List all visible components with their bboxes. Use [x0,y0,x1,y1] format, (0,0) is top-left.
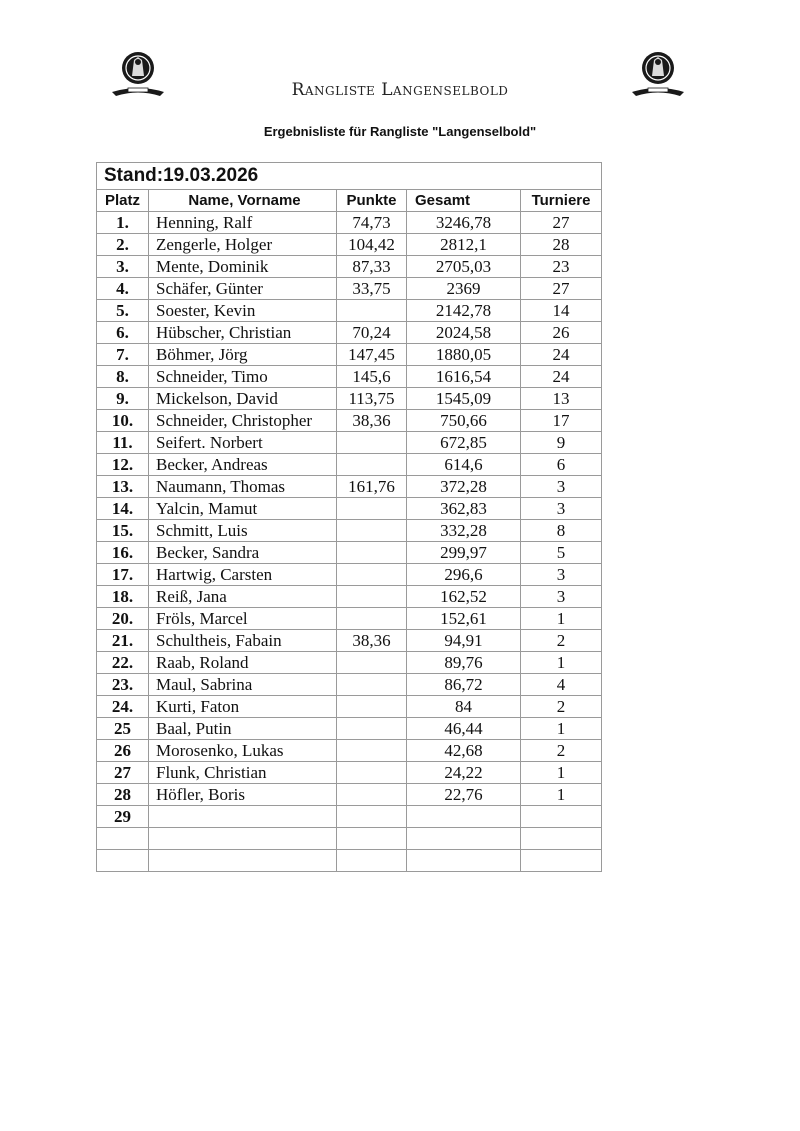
cell-turniere [521,828,602,850]
cell-name: Zengerle, Holger [149,234,337,256]
cell-gesamt: 46,44 [407,718,521,740]
cell-punkte [337,696,407,718]
table-row [97,784,602,806]
cell-platz: 17. [97,564,149,586]
cell-platz: 3. [97,256,149,278]
table-row [97,718,602,740]
cell-name: Raab, Roland [149,652,337,674]
cell-name: Schultheis, Fabain [149,630,337,652]
cell-gesamt [407,828,521,850]
col-header-name: Name, Vorname [149,190,337,212]
cell-platz: 4. [97,278,149,300]
cell-platz: 18. [97,586,149,608]
cell-gesamt: 672,85 [407,432,521,454]
cell-name [149,828,337,850]
cell-turniere: 24 [521,344,602,366]
page-title: Rangliste Langenselbold [291,80,509,100]
table-row [97,498,602,520]
cell-turniere: 27 [521,212,602,234]
cell-gesamt: 86,72 [407,674,521,696]
cell-punkte: 147,45 [337,344,407,366]
cell-platz: 22. [97,652,149,674]
cell-gesamt: 2705,03 [407,256,521,278]
table-row [97,850,602,872]
cell-turniere [521,850,602,872]
cell-gesamt: 24,22 [407,762,521,784]
cell-name: Kurti, Faton [149,696,337,718]
cell-platz [97,828,149,850]
cell-gesamt: 3246,78 [407,212,521,234]
cell-name: Schmitt, Luis [149,520,337,542]
cell-gesamt: 750,66 [407,410,521,432]
cell-name: Soester, Kevin [149,300,337,322]
col-header-turniere: Turniere [521,190,602,212]
cell-turniere [521,806,602,828]
cell-punkte [337,498,407,520]
table-row [97,388,602,410]
cell-turniere: 6 [521,454,602,476]
cell-name: Reiß, Jana [149,586,337,608]
cell-turniere: 2 [521,630,602,652]
stand-date: Stand:19.03.2026 [97,163,602,190]
cell-platz: 14. [97,498,149,520]
cell-name: Mickelson, David [149,388,337,410]
table-row [97,256,602,278]
cell-punkte [337,454,407,476]
cell-punkte: 104,42 [337,234,407,256]
cell-turniere: 1 [521,784,602,806]
cell-gesamt: 89,76 [407,652,521,674]
cell-gesamt: 299,97 [407,542,521,564]
cell-platz: 2. [97,234,149,256]
cell-punkte: 38,36 [337,410,407,432]
cell-name [149,806,337,828]
table-row [97,300,602,322]
table-row [97,520,602,542]
cell-punkte [337,300,407,322]
cell-platz: 23. [97,674,149,696]
cell-name [149,850,337,872]
cell-platz: 8. [97,366,149,388]
cell-punkte: 87,33 [337,256,407,278]
cell-platz: 29 [97,806,149,828]
cell-gesamt: 94,91 [407,630,521,652]
cell-name: Henning, Ralf [149,212,337,234]
table-row [97,212,602,234]
cell-gesamt: 42,68 [407,740,521,762]
cell-platz: 6. [97,322,149,344]
cell-punkte [337,850,407,872]
cell-platz: 9. [97,388,149,410]
cell-turniere: 23 [521,256,602,278]
cell-turniere: 26 [521,322,602,344]
cell-platz: 11. [97,432,149,454]
table-row [97,564,602,586]
cell-platz: 28 [97,784,149,806]
cell-name: Flunk, Christian [149,762,337,784]
cell-punkte [337,564,407,586]
table-row [97,278,602,300]
cell-platz: 16. [97,542,149,564]
table-row [97,806,602,828]
cell-punkte [337,828,407,850]
cell-gesamt: 296,6 [407,564,521,586]
cell-platz: 27 [97,762,149,784]
cell-turniere: 3 [521,476,602,498]
cell-punkte [337,784,407,806]
cell-platz: 10. [97,410,149,432]
cell-gesamt: 84 [407,696,521,718]
cell-punkte: 38,36 [337,630,407,652]
col-header-punkte: Punkte [337,190,407,212]
cell-turniere: 14 [521,300,602,322]
cell-punkte [337,652,407,674]
cell-turniere: 9 [521,432,602,454]
cell-platz: 12. [97,454,149,476]
cell-gesamt [407,850,521,872]
cell-gesamt: 2142,78 [407,300,521,322]
table-row [97,630,602,652]
table-row [97,410,602,432]
cell-gesamt: 162,52 [407,586,521,608]
cell-name: Yalcin, Mamut [149,498,337,520]
cell-turniere: 28 [521,234,602,256]
cell-turniere: 13 [521,388,602,410]
col-header-gesamt: Gesamt [407,190,521,212]
table-row [97,344,602,366]
cell-platz: 5. [97,300,149,322]
cell-punkte [337,674,407,696]
cell-turniere: 1 [521,718,602,740]
cell-name: Hübscher, Christian [149,322,337,344]
table-row [97,652,602,674]
cell-turniere: 1 [521,652,602,674]
cell-turniere: 17 [521,410,602,432]
cell-gesamt: 614,6 [407,454,521,476]
cell-gesamt: 1545,09 [407,388,521,410]
table-row [97,828,602,850]
cell-gesamt: 362,83 [407,498,521,520]
cell-punkte: 145,6 [337,366,407,388]
cell-turniere: 8 [521,520,602,542]
cell-turniere: 2 [521,740,602,762]
cell-platz: 25 [97,718,149,740]
cell-turniere: 5 [521,542,602,564]
cell-punkte [337,762,407,784]
cell-punkte [337,432,407,454]
cell-turniere: 3 [521,564,602,586]
cell-punkte [337,608,407,630]
cell-platz: 26 [97,740,149,762]
cell-name: Naumann, Thomas [149,476,337,498]
cell-gesamt: 152,61 [407,608,521,630]
cell-gesamt: 2369 [407,278,521,300]
table-row [97,674,602,696]
cell-platz: 20. [97,608,149,630]
cell-name: Schäfer, Günter [149,278,337,300]
cell-gesamt [407,806,521,828]
table-row [97,542,602,564]
table-row [97,586,602,608]
cell-turniere: 4 [521,674,602,696]
cell-punkte [337,806,407,828]
table-row [97,432,602,454]
cell-platz: 24. [97,696,149,718]
cell-turniere: 3 [521,586,602,608]
cell-punkte: 161,76 [337,476,407,498]
cell-punkte: 70,24 [337,322,407,344]
cell-punkte: 33,75 [337,278,407,300]
cell-name: Baal, Putin [149,718,337,740]
cell-gesamt: 2024,58 [407,322,521,344]
page-subtitle: Ergebnisliste für Rangliste "Langenselbold" [263,124,537,139]
table-row [97,608,602,630]
cell-punkte: 74,73 [337,212,407,234]
cell-punkte [337,586,407,608]
table-row [97,322,602,344]
cell-name: Mente, Dominik [149,256,337,278]
col-header-platz: Platz [97,190,149,212]
cell-name: Böhmer, Jörg [149,344,337,366]
cell-punkte [337,740,407,762]
cell-name: Höfler, Boris [149,784,337,806]
cell-gesamt: 332,28 [407,520,521,542]
cell-gesamt: 2812,1 [407,234,521,256]
stand-row [97,163,602,190]
cell-turniere: 27 [521,278,602,300]
cell-name: Becker, Sandra [149,542,337,564]
table-row [97,696,602,718]
ranking-table [96,162,602,872]
cell-name: Schneider, Timo [149,366,337,388]
cell-gesamt: 1616,54 [407,366,521,388]
cell-platz [97,850,149,872]
cell-name: Seifert. Norbert [149,432,337,454]
table-row [97,762,602,784]
cell-punkte: 113,75 [337,388,407,410]
cell-name: Hartwig, Carsten [149,564,337,586]
cell-turniere: 1 [521,608,602,630]
table-row [97,454,602,476]
cell-name: Morosenko, Lukas [149,740,337,762]
table-row [97,740,602,762]
cell-punkte [337,520,407,542]
cell-platz: 21. [97,630,149,652]
cell-name: Becker, Andreas [149,454,337,476]
table-row [97,366,602,388]
cell-turniere: 24 [521,366,602,388]
cell-platz: 13. [97,476,149,498]
cell-name: Maul, Sabrina [149,674,337,696]
cell-turniere: 2 [521,696,602,718]
cell-punkte [337,718,407,740]
cell-turniere: 1 [521,762,602,784]
header-row [97,190,602,212]
cell-gesamt: 1880,05 [407,344,521,366]
cell-platz: 15. [97,520,149,542]
table-row [97,234,602,256]
cell-punkte [337,542,407,564]
cell-gesamt: 372,28 [407,476,521,498]
cell-name: Fröls, Marcel [149,608,337,630]
cell-platz: 7. [97,344,149,366]
cell-name: Schneider, Christopher [149,410,337,432]
cell-turniere: 3 [521,498,602,520]
cell-platz: 1. [97,212,149,234]
table-row [97,476,602,498]
cell-gesamt: 22,76 [407,784,521,806]
